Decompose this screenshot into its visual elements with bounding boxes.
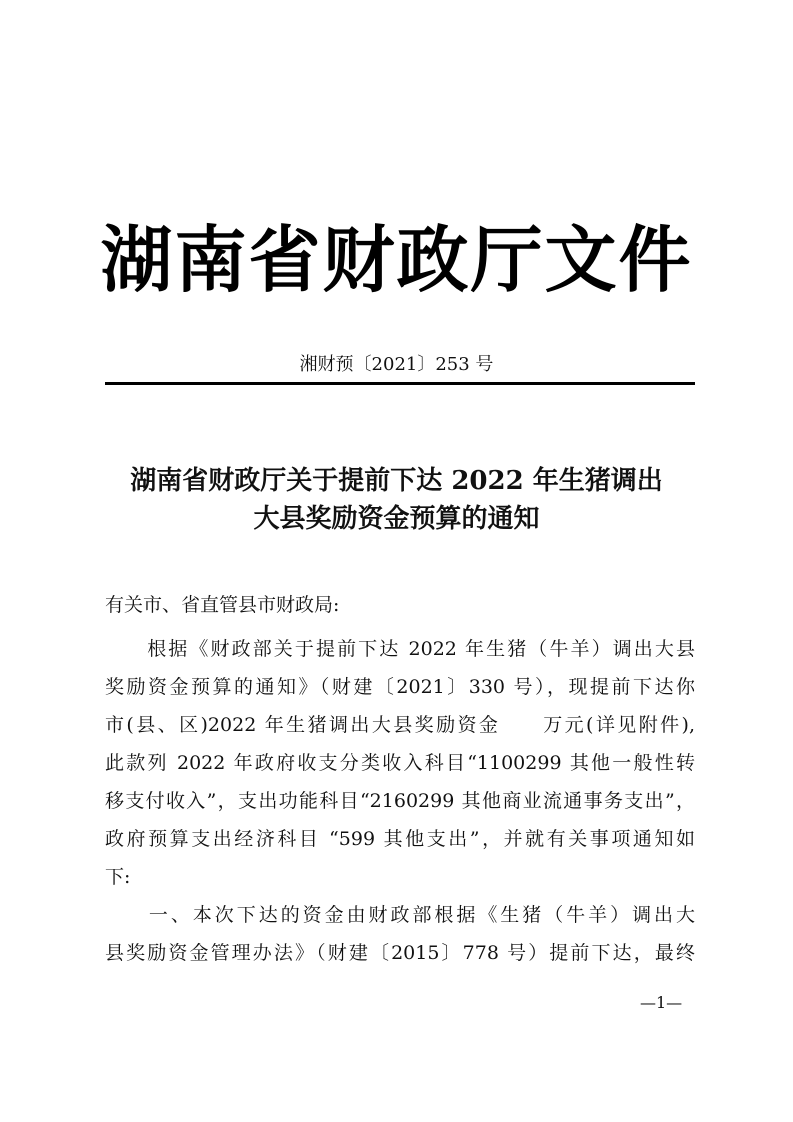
- body-line: 奖励资金预算的通知》（财建〔2021〕330 号），现提前下达你: [105, 676, 695, 698]
- document-title: [95, 462, 698, 538]
- body-line: 此款列 2022 年政府收支分类收入科目“1100299 其他一般性转: [105, 752, 695, 774]
- page-number: —1—: [640, 993, 683, 1012]
- document-title-line-1: 湖南省财政厅关于提前下达 2022 年生猪调出: [130, 466, 663, 496]
- salutation: 有关市、省直管县市财政局:: [105, 594, 340, 616]
- document-masthead: 湖南省财政厅文件: [100, 217, 693, 302]
- document-title-line-2: 大县奖励资金预算的通知: [253, 504, 540, 534]
- body-line: 根据《财政部关于提前下达 2022 年生猪（牛羊）调出大县: [105, 638, 695, 660]
- body-line: 一、本次下达的资金由财政部根据《生猪（牛羊）调出大: [105, 904, 695, 926]
- document-number: 湘财预〔2021〕253 号: [299, 354, 494, 375]
- masthead-separator-line: [105, 382, 695, 385]
- body-text: [105, 630, 695, 972]
- body-line: 政府预算支出经济科目 “599 其他支出”，并就有关事项通知如: [105, 828, 695, 850]
- body-line: 市(县、区)2022 年生猪调出大县奖励资金 万元(详见附件),: [105, 714, 695, 736]
- body-line: 下:: [105, 866, 131, 888]
- body-line: 县奖励资金管理办法》（财建〔2015〕778 号）提前下达，最终: [105, 942, 695, 964]
- body-line: 移支付收入”，支出功能科目“2160299 其他商业流通事务支出”，: [105, 790, 695, 812]
